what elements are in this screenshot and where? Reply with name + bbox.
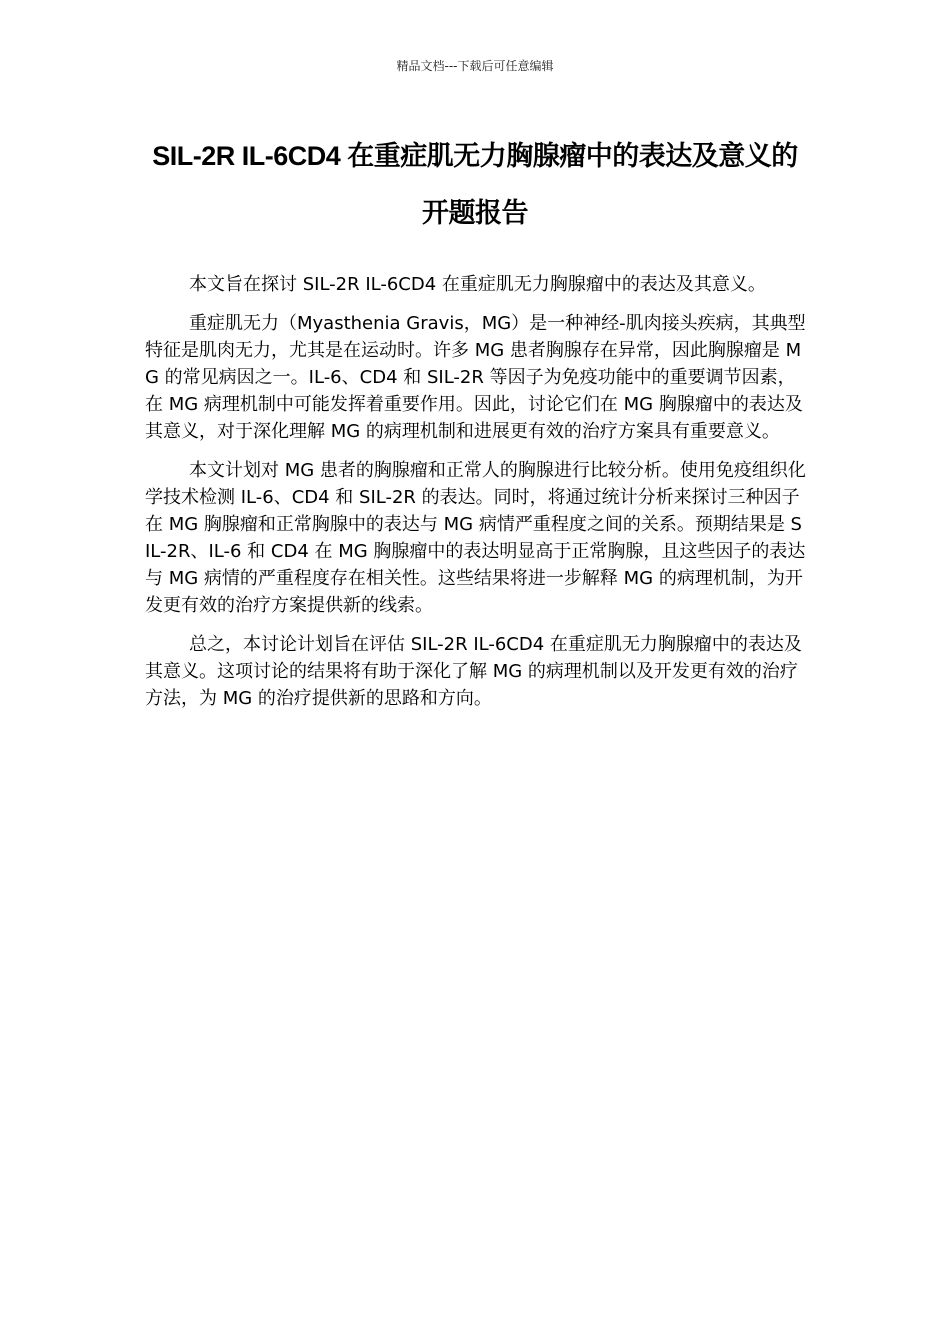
paragraph-methods: 本文计划对 MG 患者的胸腺瘤和正常人的胸腺进行比较分析。使用免疫组织化学技术检测 IL-6、CD4 和 SIL-2R 的表达。同时，将通过统计分析来探讨三种因子在 MG 胸腺瘤和正常胸腺中的表达与 MG 病情严重程度之间的关系。预期结果是 SIL-2R、IL-6 和 CD4 在 MG 胸腺瘤中的表达明显高于正常胸腺，且这些因子的表达与 MG 病情的严重程度存在相关性。这些结果将进一步解释 MG 的病理机制，为开发更有效的治疗方案提供新的线索。 bbox=[145, 460, 806, 616]
paragraph-intro: 本文旨在探讨 SIL-2R IL-6CD4 在重症肌无力胸腺瘤中的表达及其意义。 bbox=[189, 274, 766, 295]
document-body bbox=[145, 271, 807, 724]
document-title: SIL-2R IL-6CD4 在重症肌无力胸腺瘤中的表达及意义的开题报告 bbox=[152, 141, 798, 228]
paragraph-background: 重症肌无力（Myasthenia Gravis，MG）是一种神经-肌肉接头疾病，其典型特征是肌肉无力，尤其是在运动时。许多 MG 患者胸腺存在异常，因此胸腺瘤是 MG 的常见病因之一。IL-6、CD4 和 SIL-2R 等因子为免疫功能中的重要调节因素，在 MG 病理机制中可能发挥着重要作用。因此，讨论它们在 MG 胸腺瘤中的表达及其意义，对于深化理解 MG 的病理机制和进展更有效的治疗方案具有重要意义。 bbox=[145, 313, 806, 442]
paragraph-conclusion: 总之，本讨论计划旨在评估 SIL-2R IL-6CD4 在重症肌无力胸腺瘤中的表达及其意义。这项讨论的结果将有助于深化了解 MG 的病理机制以及开发更有效的治疗方法，为 MG 的治疗提供新的思路和方向。 bbox=[145, 634, 802, 709]
header-note: 精品文档---下载后可任意编辑 bbox=[396, 59, 554, 73]
